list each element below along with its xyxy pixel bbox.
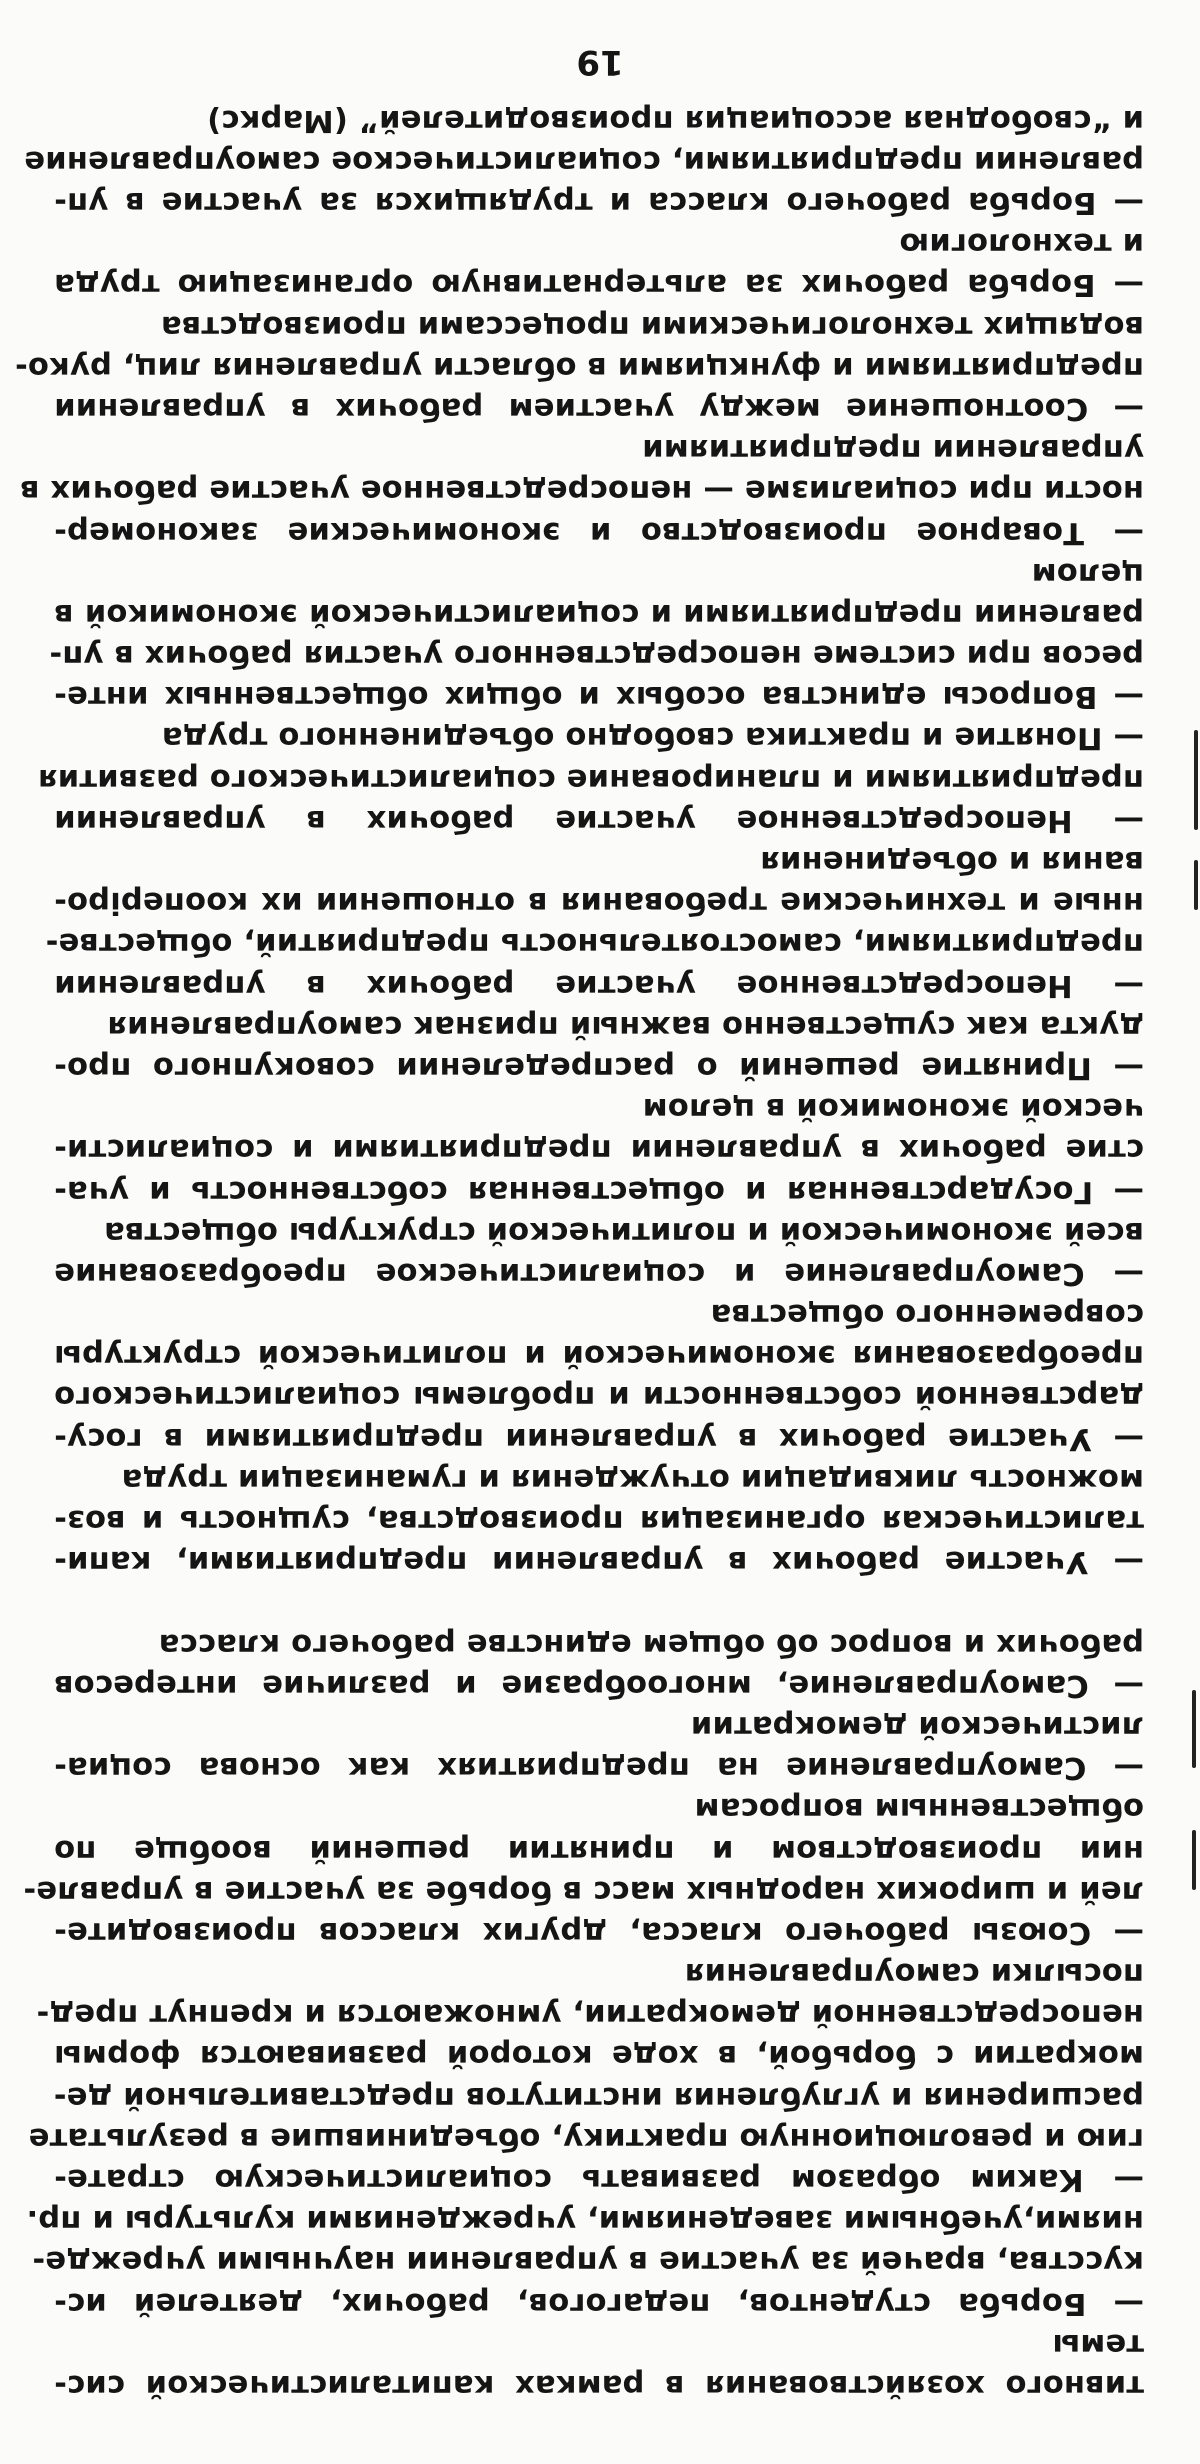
text-line: предприятиями и планирование социалистического развития [37,761,1144,797]
text-line: равлении предприятиями и социалистической экономикой в [54,596,1144,632]
text-line: и технологию [899,226,1144,262]
text-line: дарственной собственности и проблемы социалистического [54,1379,1144,1415]
text-line: целом [1031,555,1144,591]
scan-edge-mark [1192,1690,1196,1768]
text-body [14,100,1144,2407]
text-line: — Самоуправление и социалистическое преобразование [54,1255,1144,1291]
text-line: — Самоуправление на предприятиях как основа социа- [54,1750,1144,1786]
text-line: и “свободная ассоциация производителей” (Маркс) [207,102,1144,138]
text-line: — Борьба рабочих за альтернативную организацию труда [54,267,1144,303]
text-line: расширения и углубления институтов представительной де- [53,2079,1144,2115]
text-line: — Борьба рабочего класса и трудящихся за участие в уп- [54,185,1144,221]
text-line: — Вопросы единства особых и общих общественных инте- [54,679,1144,715]
text-line: современного общества [710,1297,1144,1333]
text-line: лей и широких народных масс в борьбе за участие в управле- [23,1873,1144,1909]
text-line: кусства, врачей за участие в управлении научными учрежде- [32,2244,1144,2280]
text-line: общественным вопросам [694,1791,1144,1827]
text-line: вания и объединения [760,844,1144,880]
text-line: — Участие рабочих в управлении предприятиями в госу- [54,1420,1144,1456]
text-line: — Участие рабочих в управлении предприятиями, капи- [54,1544,1144,1580]
text-line: — Непосредственное участие рабочих в управлении [54,802,1144,838]
text-line: — Соотношение между участием рабочих в управлении [54,391,1144,426]
text-line: ческой экономикой в целом [642,1091,1144,1127]
text-line: предприятиями и функциями в области управления лиц, руко- [14,349,1144,385]
text-line: темы [1052,2326,1144,2362]
text-line: — Самоуправление, многообразие и различие интересов [54,1667,1144,1703]
text-line: водящих технологическими процессами производства [160,308,1144,344]
text-line: — Государственная и общественная собственность и уча- [54,1173,1144,1209]
text-line: — Каким образом развивать социалистическую страте- [54,2162,1144,2198]
text-line: рабочих и вопрос об общем единстве рабочего класса [158,1626,1144,1662]
text-line: — Товарное производство и экономические закономер- [54,514,1144,550]
text-line: ниями,учебными заведениями, учреждениями культуры и пр. [26,2203,1144,2239]
text-line: ности при социализме — непосредственное участие рабочих в [19,473,1144,509]
text-line: равлении предприятиями, социалистическое самоуправление [24,143,1144,179]
text-line: — Борьба студентов, педагогов, рабочих, деятелей ис- [54,2285,1144,2321]
text-line: непосредственной демократии, умножаются и крепнут пред- [36,1997,1144,2033]
page-number: 19 [576,42,624,82]
text-line: талистическая организация производства, сущность и воз- [54,1503,1144,1539]
text-line: — Принятие решений о распределении совокупного про- [54,1050,1144,1085]
text-line: ресов при системе непосредственного участия рабочих в уп- [49,638,1144,674]
scan-edge-mark [1192,1830,1196,1890]
text-line: преобразования экономической и политической структуры [54,1338,1144,1374]
text-line: — Непосредственное участие рабочих в управлении [54,967,1144,1003]
text-line: листической демократии [690,1709,1144,1744]
text-line: — Союзы рабочего класса, других классов производите- [54,1914,1144,1950]
text-line: нии производством и принятии решений вообще по [54,1832,1144,1868]
text-line: предприятиями, самостоятельность предприятий, обществе- [45,926,1144,962]
text-line: всей экономической и политической структуры общества [103,1214,1144,1250]
scan-edge-mark [1194,860,1198,910]
text-line: стие рабочих в управлении предприятиями и социалисти- [54,1132,1144,1168]
blank-line [54,1582,1144,1623]
text-line: нные и технические требования в отношении их кооперiро- [54,885,1144,921]
scan-edge-mark [1194,730,1198,830]
text-line: — Понятие и практика свободно объединенного труда [161,720,1144,756]
text-line: гию и революционную практику, объединившие в результате [28,2120,1144,2156]
text-line: тивного хозяйствования в рамках капиталистической сис- [54,2368,1144,2403]
text-line: дукта как существенно важный признак самоуправления [107,1008,1144,1044]
text-line: мократии с борьбой, в ходе которой развиваются формы [54,2038,1144,2074]
text-line: посылки самоуправления [684,1956,1144,1992]
text-line: можность ликвидации отчуждения и гуманизации труда [121,1461,1144,1497]
text-line: управлении предприятиями [642,432,1144,468]
